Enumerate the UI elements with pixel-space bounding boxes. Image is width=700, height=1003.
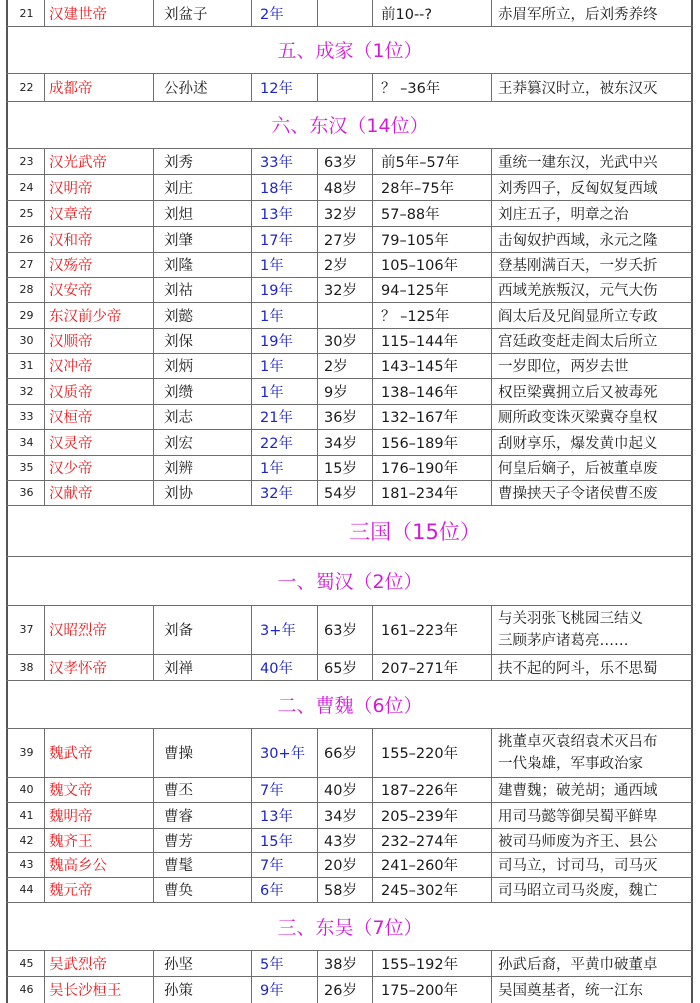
note-line: 刮财享乐，爆发黄巾起义 (498, 435, 658, 452)
note-line: 王莽篡汉时立，被东汉灭 (498, 80, 658, 97)
row-index: 27 (19, 258, 34, 271)
reign-length: 7年 (260, 783, 284, 799)
age: 63岁 (324, 154, 357, 171)
note (492, 480, 692, 505)
row-index: 42 (19, 833, 34, 847)
row-index: 37 (19, 623, 34, 636)
age: 43岁 (324, 833, 357, 850)
emperor-name: 曹丕 (164, 783, 193, 799)
emperor-title: 汉昭烈帝 (49, 623, 107, 639)
life-years: 132–167年 (381, 410, 459, 426)
row-index: 22 (19, 80, 34, 94)
row-index: 35 (19, 461, 34, 474)
note (492, 252, 692, 277)
life-years: ？ –36年 (381, 80, 441, 97)
row-index: 24 (19, 180, 34, 194)
dynasty-heading: 五、成家（1位） (277, 40, 423, 62)
row-index: 28 (19, 283, 34, 296)
emperor-title: 魏高乡公 (49, 858, 107, 874)
reign-length: 33年 (260, 154, 293, 171)
row-index: 41 (19, 808, 34, 822)
life-years: 175–200年 (381, 983, 459, 999)
emperor-title: 汉少帝 (49, 461, 93, 477)
note-line: 一代枭雄，军事政治家 (498, 755, 643, 772)
note-line: 西域羌族叛汉，元气大伤 (498, 283, 658, 299)
emperor-name: 刘备 (164, 623, 193, 639)
note (492, 277, 692, 302)
row-index: 46 (19, 983, 34, 996)
note-line: 登基刚满百天，一岁夭折 (498, 258, 658, 274)
emperor-title: 汉冲帝 (49, 359, 93, 375)
age (318, 302, 372, 328)
row-index: 39 (19, 746, 34, 759)
note-line: 何皇后嫡子，后被董卓废 (498, 461, 658, 477)
life-years: 245–302年 (381, 883, 459, 899)
note (492, 353, 692, 378)
reign-length: 2年 (260, 6, 284, 23)
row-index: 36 (19, 486, 34, 499)
life-years: ？ –125年 (381, 308, 450, 325)
emperor-name: 曹操 (164, 746, 193, 762)
note (492, 455, 692, 480)
note-line: 曹操挟天子令诸侯曹丕废 (498, 486, 658, 502)
reign-length: 1年 (260, 308, 284, 325)
emperor-name: 孙坚 (164, 956, 193, 973)
reign-length: 3+年 (260, 623, 296, 639)
row-index: 34 (19, 435, 34, 449)
emperor-title: 魏文帝 (49, 783, 93, 799)
reign-length: 7年 (260, 858, 284, 874)
reign-length: 19年 (260, 283, 293, 299)
emperor-name: 刘秀 (164, 154, 193, 171)
emperor-title: 魏武帝 (49, 746, 93, 762)
dynasty-heading: 六、东汉（14位） (271, 115, 429, 137)
reign-length: 1年 (260, 258, 284, 274)
row-index: 23 (19, 154, 34, 168)
reign-length: 30+年 (260, 746, 306, 762)
emperor-title: 汉献帝 (49, 486, 93, 502)
reign-length: 17年 (260, 232, 293, 249)
note (492, 777, 692, 802)
note (492, 429, 692, 455)
age: 63岁 (324, 623, 357, 639)
row-index: 21 (19, 6, 34, 20)
emperor-title: 成都帝 (49, 80, 93, 97)
emperor-name: 刘隆 (164, 258, 193, 274)
emperor-name: 刘炟 (164, 206, 193, 223)
row-index: 32 (19, 384, 34, 398)
age: 36岁 (324, 410, 357, 426)
reign-length: 1年 (260, 384, 284, 401)
reign-length: 13年 (260, 808, 293, 825)
note (492, 302, 692, 328)
reign-length: 15年 (260, 833, 293, 850)
emperor-name: 刘盆子 (164, 6, 208, 23)
age: 32岁 (324, 206, 357, 223)
life-years: 138–146年 (381, 384, 459, 401)
emperor-title: 汉质帝 (49, 384, 93, 401)
note (492, 802, 692, 828)
life-years: 143–145年 (381, 359, 459, 375)
note-line: 用司马懿等御吴蜀平鲜卑 (498, 808, 658, 825)
life-years: 155–192年 (381, 956, 459, 973)
life-years: 205–239年 (381, 808, 459, 825)
life-years: 前10--? (381, 6, 433, 23)
emperor-name: 曹芳 (164, 833, 193, 850)
age: 48岁 (324, 180, 357, 197)
life-years: 176–190年 (381, 461, 459, 477)
note-line: 建曹魏；破羌胡；通西域 (498, 783, 658, 799)
note-line: 挑董卓灭袁绍袁术灭吕布 (498, 733, 658, 750)
note-line: 吴国奠基者，统一江东 (498, 983, 643, 999)
note (492, 654, 692, 680)
note-line: 刘秀四子，反匈奴复西域 (498, 180, 658, 197)
emperor-title: 汉殇帝 (49, 258, 93, 274)
reign-length: 19年 (260, 334, 293, 350)
note (492, 404, 692, 429)
emperor-name: 刘志 (164, 410, 193, 426)
life-years: 155–220年 (381, 746, 459, 762)
dynasty-heading: 一、蜀汉（2位） (277, 571, 423, 593)
age: 54岁 (324, 486, 357, 502)
row-index: 40 (19, 783, 34, 796)
note (492, 174, 692, 200)
age: 32岁 (324, 283, 357, 299)
age: 9岁 (324, 384, 348, 401)
age: 58岁 (324, 883, 357, 899)
life-years: 57–88年 (381, 206, 440, 223)
note (492, 605, 692, 654)
emperor-title: 汉顺帝 (49, 334, 93, 350)
emperor-title: 汉灵帝 (49, 435, 93, 452)
reign-length: 6年 (260, 883, 284, 899)
age: 40岁 (324, 783, 357, 799)
age: 20岁 (324, 858, 357, 874)
emperor-name: 公孙述 (164, 80, 208, 97)
emperor-name: 刘保 (164, 334, 193, 350)
life-years: 28年–75年 (381, 180, 455, 197)
row-index: 33 (19, 410, 34, 423)
note (492, 728, 692, 777)
row-index: 44 (19, 883, 34, 896)
emperor-name: 刘肇 (164, 232, 193, 249)
reign-length: 1年 (260, 461, 284, 477)
note-line: 权臣梁冀拥立后又被毒死 (498, 384, 658, 401)
reign-length: 9年 (260, 983, 284, 999)
life-years: 241–260年 (381, 858, 459, 874)
note-line: 击匈奴护西域，永元之隆 (498, 232, 658, 249)
age (318, 0, 372, 26)
dynasty-heading: 二、曹魏（6位） (277, 694, 423, 717)
row-index: 30 (19, 334, 34, 347)
emperor-name: 刘宏 (164, 435, 193, 452)
note (492, 0, 692, 26)
row-index: 25 (19, 206, 34, 220)
note-line: 司马立，讨司马，司马灭 (498, 858, 658, 874)
note-line: 一岁即位，两岁去世 (498, 359, 629, 375)
row-index: 26 (19, 232, 34, 246)
life-years: 前5年–57年 (381, 154, 460, 171)
life-years: 156–189年 (381, 435, 459, 452)
emperor-name: 刘懿 (164, 308, 193, 325)
note (492, 828, 692, 852)
note-line: 厕所政变诛灭梁冀夺皇权 (498, 410, 658, 426)
note-line: 司马昭立司马炎废，魏亡 (498, 883, 658, 899)
note-line: 刘庄五子，明章之治 (498, 206, 629, 223)
note-line: 赤眉军所立，后刘秀养终 (498, 6, 658, 23)
life-years: 187–226年 (381, 783, 459, 799)
life-years: 79–105年 (381, 232, 449, 249)
life-years: 94–125年 (381, 283, 449, 299)
emperor-name: 刘祜 (164, 283, 193, 299)
row-index: 29 (19, 308, 34, 322)
reign-length: 21年 (260, 410, 293, 426)
life-years: 181–234年 (381, 486, 459, 502)
note (492, 378, 692, 404)
row-index: 31 (19, 359, 34, 372)
life-years: 232–274年 (381, 833, 459, 850)
reign-length: 1年 (260, 359, 284, 375)
age: 26岁 (324, 983, 357, 999)
emperor-title: 汉和帝 (49, 232, 93, 249)
note (492, 73, 692, 101)
reign-length: 40年 (260, 660, 293, 677)
note (492, 852, 692, 877)
age: 38岁 (324, 956, 357, 973)
age: 65岁 (324, 660, 357, 677)
age: 66岁 (324, 746, 357, 762)
life-years: 207–271年 (381, 660, 459, 677)
emperor-name: 刘庄 (164, 180, 193, 197)
note (492, 148, 692, 174)
emperor-title: 汉章帝 (49, 206, 93, 223)
age: 2岁 (324, 359, 348, 375)
row-index: 43 (19, 858, 34, 871)
emperor-title: 汉建世帝 (49, 6, 107, 23)
emperor-name: 曹奂 (164, 883, 193, 899)
emperor-name: 曹睿 (164, 808, 193, 825)
reign-length: 22年 (260, 435, 293, 452)
note (492, 976, 692, 1003)
emperor-name: 孙策 (164, 983, 193, 999)
emperor-title: 汉桓帝 (49, 410, 93, 426)
emperor-title: 汉光武帝 (49, 154, 107, 171)
era-heading: 三国（15位） (349, 519, 481, 544)
emperor-title: 魏元帝 (49, 883, 93, 899)
dynasty-heading: 三、东吴（7位） (277, 916, 423, 939)
note (492, 200, 692, 226)
emperor-title: 吴武烈帝 (49, 956, 107, 973)
life-years: 161–223年 (381, 623, 459, 639)
emperor-title: 魏齐王 (49, 833, 93, 850)
emperor-name: 刘辨 (164, 461, 193, 477)
reign-length: 32年 (260, 486, 293, 502)
reign-length: 18年 (260, 180, 293, 197)
row-index: 45 (19, 956, 34, 970)
life-years: 115–144年 (381, 334, 459, 350)
emperor-name: 刘协 (164, 486, 193, 502)
age: 2岁 (324, 258, 348, 274)
emperor-title: 汉孝怀帝 (49, 660, 107, 677)
age (318, 73, 372, 101)
age: 30岁 (324, 334, 357, 350)
reign-length: 13年 (260, 206, 293, 223)
life-years: 105–106年 (381, 258, 459, 274)
emperor-title: 汉安帝 (49, 283, 93, 299)
reign-length: 5年 (260, 956, 284, 973)
emperor-title: 吴长沙桓王 (49, 983, 122, 999)
note-line: 被司马师废为齐王、县公 (498, 833, 658, 850)
emperor-name: 刘缵 (164, 384, 193, 401)
note (492, 226, 692, 252)
age: 34岁 (324, 808, 357, 825)
note (492, 328, 692, 353)
emperor-name: 刘禅 (164, 660, 193, 677)
age: 27岁 (324, 232, 357, 249)
row-index: 38 (19, 660, 34, 674)
note-line: 孙武后裔，平黄巾破董卓 (498, 956, 658, 973)
reign-length: 12年 (260, 80, 293, 97)
emperor-title: 魏明帝 (49, 808, 93, 825)
age: 15岁 (324, 461, 357, 477)
note-line: 重统一建东汉，光武中兴 (498, 154, 658, 171)
note-line: 阎太后及兄阎显所立专政 (498, 308, 658, 325)
note (492, 950, 692, 976)
emperor-title: 东汉前少帝 (49, 308, 122, 325)
note-line: 三顾茅庐诸葛亮…… (498, 632, 629, 649)
age: 34岁 (324, 435, 357, 452)
note (492, 877, 692, 902)
emperor-name: 刘炳 (164, 359, 193, 375)
note-line: 宫廷政变赶走阎太后所立 (498, 334, 658, 350)
note-line: 与关羽张飞桃园三结义 (498, 610, 643, 627)
emperor-name: 曹髦 (164, 858, 193, 874)
note-line: 扶不起的阿斗，乐不思蜀 (498, 660, 658, 677)
emperor-title: 汉明帝 (49, 180, 93, 197)
